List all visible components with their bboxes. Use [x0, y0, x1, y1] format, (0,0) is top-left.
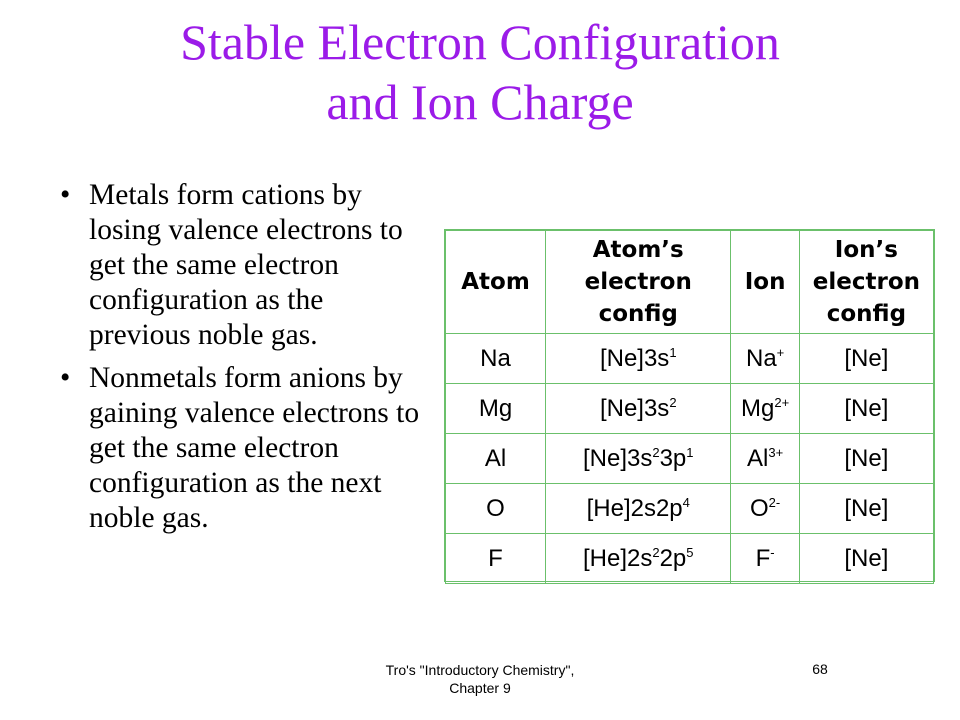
cell-text: 3p — [659, 444, 687, 472]
table-row — [446, 434, 934, 484]
superscript: 5 — [686, 544, 694, 560]
superscript: - — [770, 544, 775, 560]
bullet-text: Metals form cations by losing valence electrons to get the same electron configuration as the previous noble gas. — [89, 179, 403, 351]
superscript: 4 — [682, 494, 690, 510]
cell-atom: Na — [446, 334, 546, 384]
cell-atom: F — [446, 534, 546, 584]
cell-text: Na — [745, 344, 777, 372]
superscript: 1 — [669, 344, 677, 360]
cell-text: [He]2s2p — [586, 494, 683, 522]
slide-title — [0, 12, 960, 132]
cell-text: F — [755, 544, 771, 572]
table-row — [446, 484, 934, 534]
electron-config-table-frame — [444, 229, 935, 582]
bullet-dot: • — [60, 362, 71, 394]
cell-atom-config — [546, 384, 731, 434]
cell-ion — [731, 434, 799, 484]
table-header-row — [446, 231, 934, 334]
cell-text: [He]2s — [582, 544, 653, 572]
table-row — [446, 384, 934, 434]
header-atom-config: Atom’s electron config — [546, 231, 731, 334]
page-number: 68 — [812, 661, 828, 677]
superscript: 2 — [652, 544, 660, 560]
bullet-item — [60, 361, 420, 536]
bullet-text: Nonmetals form anions by gaining valence electrons to get the same electron configuration as the next noble gas. — [89, 362, 420, 534]
cell-ion — [731, 484, 799, 534]
header-ion: Ion — [731, 231, 799, 334]
cell-ion-config: [Ne] — [799, 334, 933, 384]
cell-ion — [731, 384, 799, 434]
cell-atom-config — [546, 484, 731, 534]
cell-text: 2p — [659, 544, 687, 572]
bullet-item — [60, 178, 420, 353]
superscript: 2 — [669, 394, 677, 410]
cell-atom-config — [546, 334, 731, 384]
cell-ion-config: [Ne] — [799, 434, 933, 484]
superscript: + — [776, 344, 785, 360]
footer-text: Tro's "Introductory Chemistry", Chapter 9 — [385, 662, 575, 696]
superscript: 2+ — [774, 394, 790, 410]
cell-text: Mg — [741, 394, 775, 422]
superscript: 2- — [768, 494, 781, 510]
cell-atom-config — [546, 534, 731, 584]
cell-text: Al — [747, 444, 769, 472]
cell-ion — [731, 334, 799, 384]
cell-text: [Ne]3s — [582, 444, 653, 472]
cell-ion-config: [Ne] — [799, 384, 933, 434]
superscript: 3+ — [768, 444, 784, 460]
cell-atom: Al — [446, 434, 546, 484]
header-atom: Atom — [446, 231, 546, 334]
cell-text: [Ne]3s — [599, 394, 670, 422]
title-line-1: Stable Electron Configuration — [180, 14, 780, 70]
cell-atom: O — [446, 484, 546, 534]
table-row — [446, 334, 934, 384]
table-row — [446, 534, 934, 584]
header-ion-config: Ion’s electron config — [799, 231, 933, 334]
cell-ion-config: [Ne] — [799, 534, 933, 584]
superscript: 2 — [652, 444, 660, 460]
cell-text: O — [750, 494, 769, 522]
title-line-2: and Ion Charge — [326, 74, 634, 130]
cell-ion — [731, 534, 799, 584]
electron-config-table — [445, 230, 934, 584]
table-body — [446, 334, 934, 584]
superscript: 1 — [686, 444, 694, 460]
bullet-dot: • — [60, 179, 71, 211]
cell-text: [Ne]3s — [599, 344, 670, 372]
cell-atom-config — [546, 434, 731, 484]
cell-ion-config: [Ne] — [799, 484, 933, 534]
cell-atom: Mg — [446, 384, 546, 434]
bullet-list — [60, 178, 420, 544]
